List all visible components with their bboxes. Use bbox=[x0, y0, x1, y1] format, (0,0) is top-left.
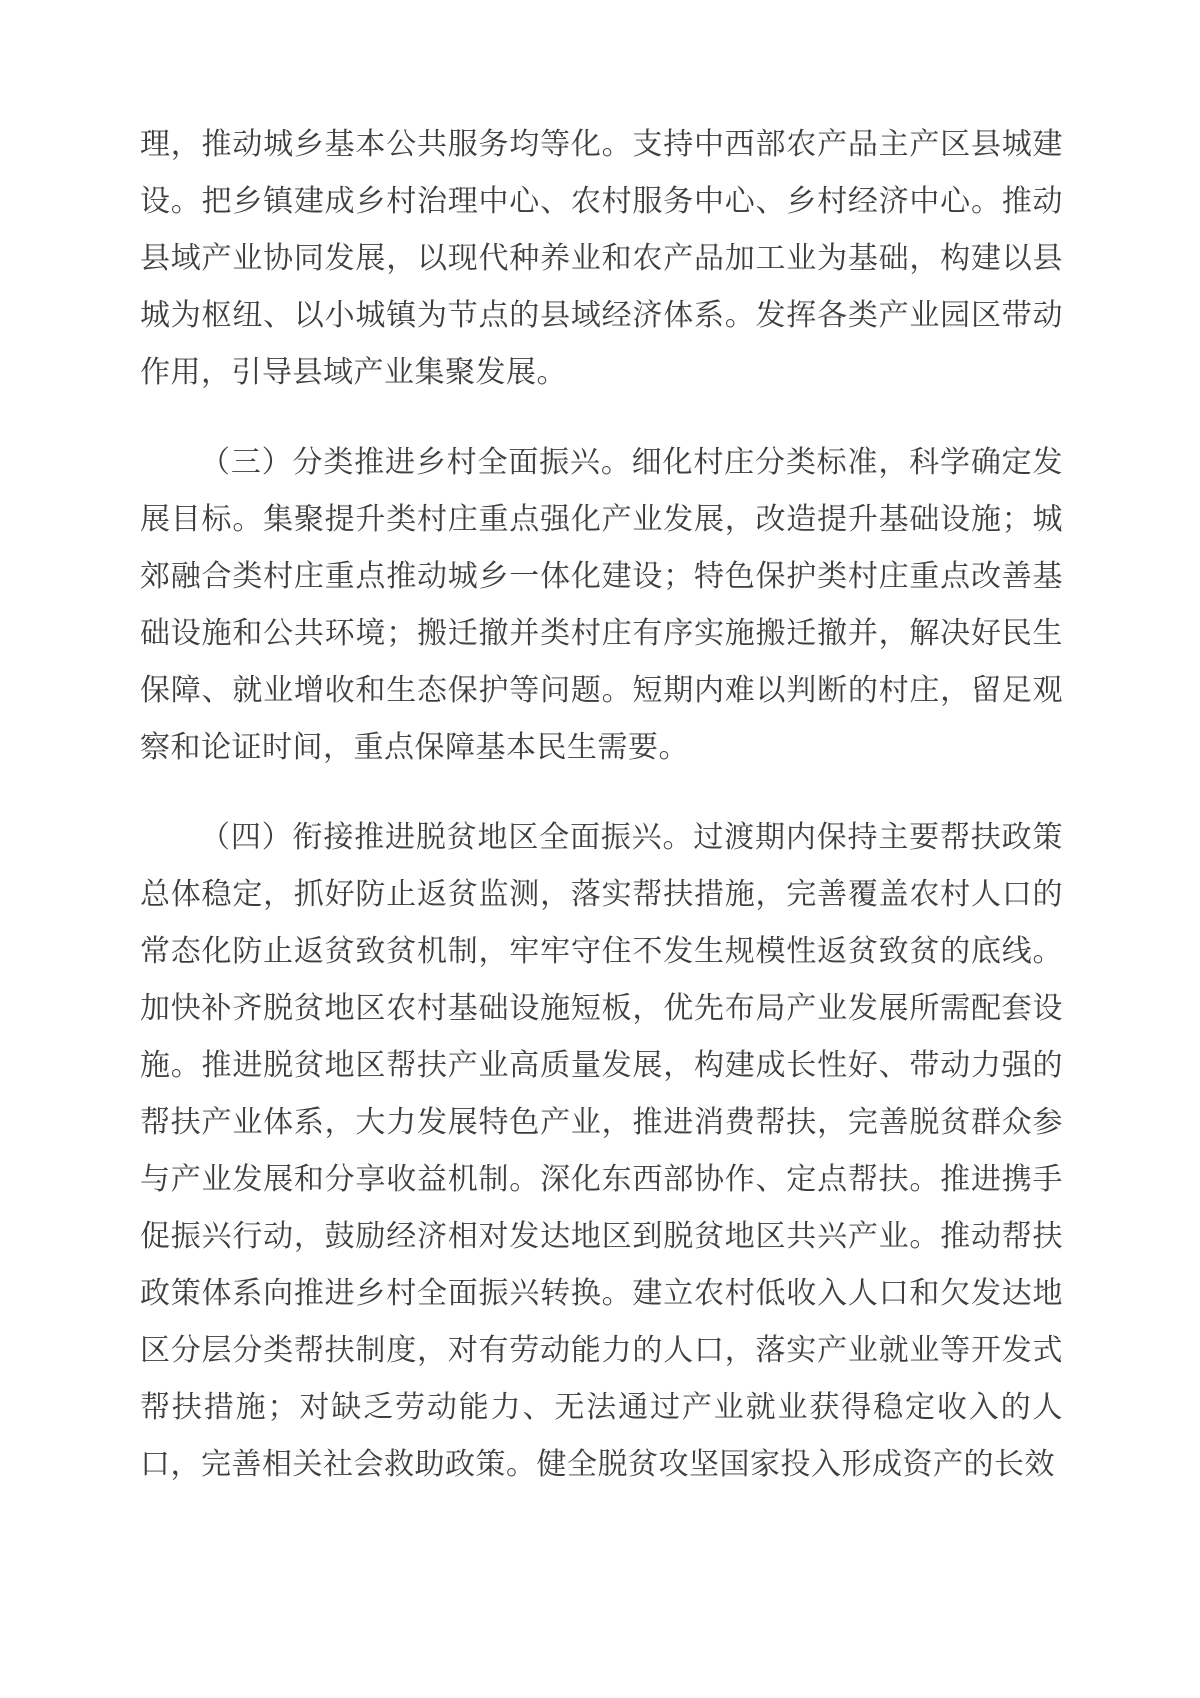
paragraph-section-3: （三）分类推进乡村全面振兴。细化村庄分类标准，科学确定发展目标。集聚提升类村庄重点强化产业发展，改造提升基础设施；城郊融合类村庄重点推动城乡一体化建设；特色保护类村庄重点改善基础设施和公共环境；搬迁撤并类村庄有序实施搬迁撤并，解决好民生保障、就业增收和生态保护等问题。短期内难以判断的村庄，留足观察和论证时间，重点保障基本民生需要。 bbox=[140, 446, 1063, 764]
paragraph-continuation: 理，推动城乡基本公共服务均等化。支持中西部农产品主产区县城建设。把乡镇建成乡村治理中心、农村服务中心、乡村经济中心。推动县域产业协同发展，以现代种养业和农产品加工业为基础，构建以县城为枢纽、以小城镇为节点的县域经济体系。发挥各类产业园区带动作用，引导县域产业集聚发展。 bbox=[140, 128, 1063, 389]
paragraph-section-4: （四）衔接推进脱贫地区全面振兴。过渡期内保持主要帮扶政策总体稳定，抓好防止返贫监测，落实帮扶措施，完善覆盖农村人口的常态化防止返贫致贫机制，牢牢守住不发生规模性返贫致贫的底线。加快补齐脱贫地区农村基础设施短板，优先布局产业发展所需配套设施。推进脱贫地区帮扶产业高质量发展，构建成长性好、带动力强的帮扶产业体系，大力发展特色产业，推进消费帮扶，完善脱贫群众参与产业发展和分享收益机制。深化东西部协作、定点帮扶。推进携手促振兴行动，鼓励经济相对发达地区到脱贫地区共兴产业。推动帮扶政策体系向推进乡村全面振兴转换。建立农村低收入人口和欠发达地区分层分类帮扶制度，对有劳动能力的人口，落实产业就业等开发式帮扶措施；对缺乏劳动能力、无法通过产业就业获得稳定收入的人口，完善相关社会救助政策。健全脱贫攻坚国家投入形成资产的长效 bbox=[140, 821, 1063, 1481]
